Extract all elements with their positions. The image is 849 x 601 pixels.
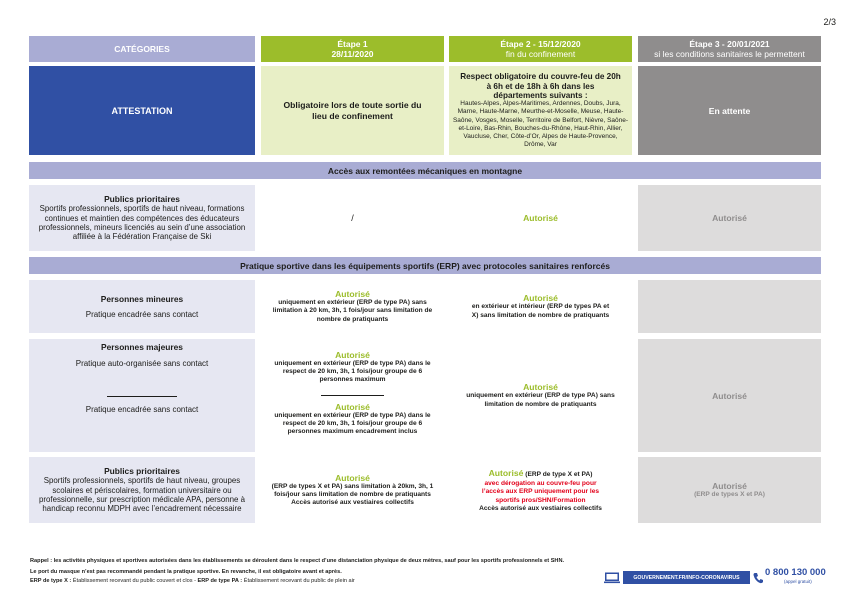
attestation-label: ATTESTATION — [111, 105, 173, 116]
adults-title: Personnes majeures — [101, 342, 183, 352]
section-mountain-band — [29, 162, 821, 179]
attestation-step3-cell — [638, 66, 821, 155]
minors-desc: Pratique encadrée sans contact — [85, 310, 199, 319]
adults-step1a-detail: uniquement en extérieur (ERP de type PA) dans le respect de 20 km, 3h, 1 fois/jour groupe de 6 personnes maximum — [274, 360, 431, 384]
adults-step2-cell — [449, 339, 632, 452]
adults-step1-divider — [321, 395, 384, 396]
adults-step2-status: Autorisé — [523, 382, 558, 393]
minors-step3-cell — [638, 280, 821, 333]
step3-title: Étape 3 - 20/01/2021 — [689, 39, 770, 49]
mountain-step3-cell — [638, 185, 821, 251]
minors-step1-status: Autorisé — [335, 289, 370, 300]
header-categories — [29, 36, 255, 62]
adults-category-divider — [107, 396, 177, 397]
adults-step1-supervised — [261, 402, 444, 437]
attestation-step2-list: Hautes-Alpes, Alpes-Maritimes, Ardennes, Doubs, Jura, Marne, Haute-Marne, Meurthe-et-Moselle, Meuse, Haute-Saône, Vosges, Moselle, Territoire de Belfort, Nièvre, Saône-et-Loire, Bas-Rhin, Bouches-du-Rhône, Haut-Rhin, Allier, Vaucluse, Cher, Côte-d’Or, Alpes de Haute-Provence, Drôme, Var — [452, 100, 629, 148]
footer-reminder: Rappel : les activités physiques et sportives autorisées dans les établissements se déroulent dans le respect d’une distanciation physique de deux mètres, sauf pour les sportifs professionnels et SHN. — [30, 558, 565, 564]
adults-category-cell — [29, 339, 255, 452]
page-number: 2/3 — [823, 17, 836, 27]
adults-step1-cell — [261, 339, 444, 452]
phone-note: (appel gratuit) — [784, 579, 812, 584]
attestation-step1: Obligatoire lors de toute sortie du lieu de confinement — [283, 100, 422, 121]
footer-erp-x-label: ERP de type X : — [30, 578, 72, 584]
mountain-step2: Autorisé — [523, 213, 558, 223]
section-erp-band — [29, 257, 821, 274]
priority-step1-status: Autorisé — [335, 472, 370, 483]
step2-title: Étape 2 - 15/12/2020 — [500, 39, 581, 49]
step3-sub: si les conditions sanitaires le permettent — [654, 49, 805, 59]
priority-step1-detail: (ERP de types X et PA) sans limitation à 20km, 3h, 1 fois/jour sans limitation de nombre de pratiquants Accès autorisé aux vestiaires collectifs — [271, 482, 434, 507]
adults-desc-self-organised: Pratique auto-organisée sans contact — [75, 359, 209, 368]
attestation-label-cell — [29, 66, 255, 155]
step1-date: 28/11/2020 — [331, 49, 374, 59]
header-step3 — [638, 36, 821, 62]
priority-step3-status: Autorisé — [712, 480, 747, 491]
priority-step2-head — [489, 467, 593, 480]
footer-erp-pa-def: Établissement recevant du public de plein air — [242, 578, 355, 584]
priority-step3-cell — [638, 457, 821, 523]
mountain-step3: Autorisé — [712, 213, 747, 223]
priority-step2-exemption: avec dérogation au couvre-feu pour l’accès aux ERP uniquement pour les sportifs pros/SHN/Formation — [481, 480, 600, 504]
priority-desc: Sportifs professionnels, sportifs de haut niveau, groupes scolaires et périscolaires, formation universitaire ou professionnelle, sur prescription médicale APA, personne à handicap reconnu MDPH avec l’encadrement nécessaire — [39, 476, 245, 513]
footer-erp-definitions — [30, 578, 590, 585]
phone-number: 0 800 130 000 — [765, 567, 826, 578]
adults-step3-cell — [638, 339, 821, 452]
adults-desc-supervised: Pratique encadrée sans contact — [85, 405, 199, 414]
minors-step1-cell — [261, 280, 444, 333]
header-step1 — [261, 36, 444, 62]
adults-step1b-detail: uniquement en extérieur (ERP de type PA) dans le respect de 20 km, 3h, 1 fois/jour groupe de 6 personnes maximum encadrement inclus — [274, 412, 431, 436]
attestation-step3: En attente — [708, 105, 751, 116]
header-step2 — [449, 36, 632, 62]
header-categories-label: CATÉGORIES — [114, 44, 170, 54]
attestation-step2-cell — [449, 66, 632, 155]
adults-step2-detail: uniquement en extérieur (ERP de type PA) sans limitation de nombre de pratiquants — [466, 392, 615, 408]
mountain-row-desc: Sportifs professionnels, sportifs de haut niveau, formations continues et maintien des compétences des éducateurs professionnels, mineurs licenciés au sein d’une association affiliée à la Fédération Française de Ski — [38, 204, 246, 241]
step1-title: Étape 1 — [337, 39, 368, 49]
minors-category-cell — [29, 280, 255, 333]
priority-step3-detail: (ERP de types X et PA) — [694, 490, 765, 498]
footer-mask-note: Le port du masque n’est pas recommandé pendant la pratique sportive. En revanche, il est obligatoire avant et après. — [30, 569, 342, 575]
minors-step2-detail: en extérieur et intérieur (ERP de types PA et X) sans limitation de nombre de pratiquants — [471, 303, 610, 319]
computer-icon — [604, 571, 620, 583]
footer-erp-pa-label: ERP de type PA : — [197, 578, 243, 584]
mountain-row-title: Publics prioritaires — [104, 193, 180, 204]
minors-title: Personnes mineures — [100, 294, 184, 304]
phone-icon — [753, 571, 763, 583]
priority-category-cell — [29, 457, 255, 523]
priority-step1-cell — [261, 457, 444, 523]
adults-step1b-status: Autorisé — [335, 402, 370, 412]
mountain-category-cell — [29, 185, 255, 251]
section-mountain-title: Accès aux remontées mécaniques en montagne — [327, 165, 523, 176]
step2-sub: fin du confinement — [505, 49, 576, 59]
mountain-step2-cell — [449, 185, 632, 251]
gov-info-url: GOUVERNEMENT.FR/INFO-CORONAVIRUS — [633, 574, 740, 581]
footer-erp-x-def: Établissement recevant du public couvert et clos - — [71, 578, 198, 584]
priority-step2-status: Autorisé — [488, 468, 524, 479]
mountain-step1: / — [351, 213, 354, 223]
priority-step2-detail: Accès autorisé aux vestiaires collectifs — [479, 504, 602, 512]
adults-step3: Autorisé — [712, 390, 747, 401]
priority-step2-cell — [449, 457, 632, 523]
adults-step1a-status: Autorisé — [335, 350, 370, 360]
section-erp-title: Pratique sportive dans les équipements sportifs (ERP) avec protocoles sanitaires renforcés — [240, 260, 610, 271]
adults-step1-self-organised — [261, 350, 444, 385]
priority-title: Publics prioritaires — [104, 465, 180, 476]
attestation-step2-rule: Respect obligatoire du couvre-feu de 20h à 6h et de 18h à 6h dans les départements suivants : — [460, 72, 621, 100]
priority-step2-erp: (ERP de type X et PA) — [523, 471, 593, 479]
minors-step2-status: Autorisé — [523, 293, 558, 304]
gov-info-link[interactable] — [623, 571, 750, 584]
minors-step2-cell — [449, 280, 632, 333]
mountain-step1-cell — [261, 185, 444, 251]
attestation-step1-cell — [261, 66, 444, 155]
minors-step1-detail: uniquement en extérieur (ERP de type PA) sans limitation à 20 km, 3h, 1 fois/jour sans limitation de nombre de pratiquants — [272, 299, 433, 323]
